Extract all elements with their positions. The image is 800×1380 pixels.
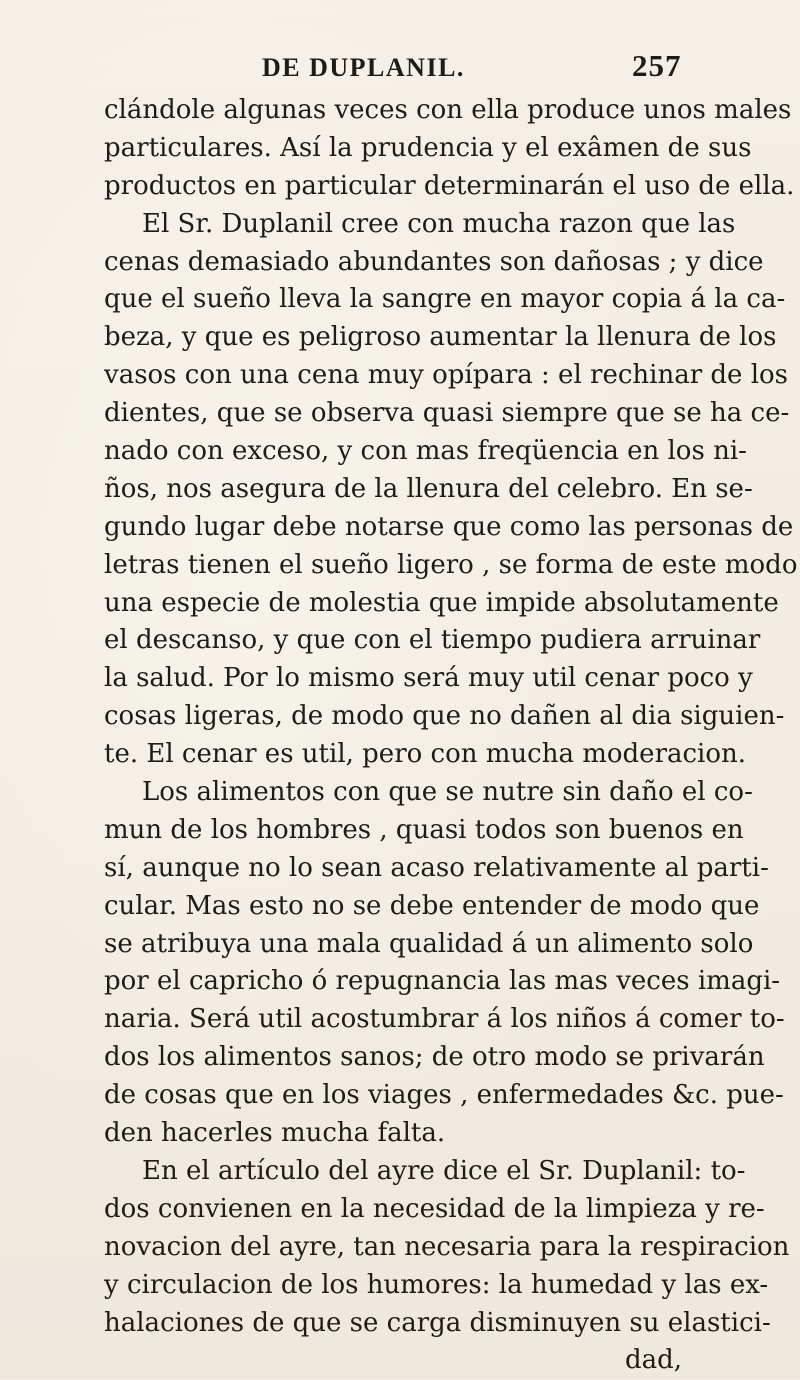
catchword: dad,: [624, 1345, 682, 1376]
text-line: por el capricho ó repugnancia las mas veces imagi-: [104, 966, 781, 997]
text-line: productos en particular determinarán el uso de ella.: [104, 170, 795, 201]
text-line: beza, y que es peligroso aumentar la llenura de los: [104, 322, 777, 353]
text-line: clándole algunas veces con ella produce unos males: [104, 95, 792, 125]
text-line: la salud. Por lo mismo será muy util cenar poco y: [104, 663, 753, 694]
running-head: [0, 48, 800, 88]
text-line: una especie de molestia que impide absolutamente: [104, 587, 779, 618]
running-title: DE DUPLANIL.: [262, 53, 465, 82]
text-line: cenas demasiado abundantes son dañosas ; y dice: [104, 246, 764, 277]
text-line: se atribuya una mala qualidad á un alimento solo: [104, 928, 754, 959]
text-line: nado con exceso, y con mas freqüencia en los ni-: [104, 436, 747, 467]
text-line: naria. Será util acostumbrar á los niños á comer to-: [104, 1004, 785, 1035]
text-line: ños, nos asegura de la llenura del celebro. En se-: [104, 473, 753, 504]
text-line: El Sr. Duplanil cree con mucha razon que las: [142, 208, 736, 239]
text-line: Los alimentos con que se nutre sin daño el co-: [142, 777, 753, 808]
text-line: dos convienen en la necesidad de la limpieza y re-: [104, 1193, 765, 1224]
text-line: y circulacion de los humores: la humedad y las ex-: [104, 1269, 769, 1300]
text-line: halaciones de que se carga disminuyen su elastici-: [104, 1307, 771, 1338]
text-line: novacion del ayre, tan necesaria para la respiracion: [104, 1231, 790, 1262]
text-line: dos los alimentos sanos; de otro modo se privarán: [104, 1042, 765, 1073]
text-line: que el sueño lleva la sangre en mayor copia á la ca-: [104, 284, 786, 315]
text-line: de cosas que en los viages , enfermedades &c. pue-: [104, 1080, 784, 1111]
body-text: [104, 92, 798, 1380]
text-line: gundo lugar debe notarse que como las personas de: [104, 511, 794, 542]
text-line: particulares. Así la prudencia y el exâmen de sus: [104, 132, 752, 163]
text-line: cular. Mas esto no se debe entender de modo que: [104, 890, 760, 921]
text-line: cosas ligeras, de modo que no dañen al dia siguien-: [104, 701, 785, 732]
text-line: den hacerles mucha falta.: [104, 1118, 446, 1149]
text-line: mun de los hombres , quasi todos son buenos en: [104, 814, 744, 845]
text-line: vasos con una cena muy opípara : el rechinar de los: [104, 360, 789, 391]
text-line: En el artículo del ayre dice el Sr. Duplanil: to-: [142, 1155, 746, 1186]
text-line: dientes, que se observa quasi siempre que se ha ce-: [104, 398, 790, 429]
text-line: el descanso, y que con el tiempo pudiera arruinar: [104, 625, 761, 656]
text-line: sí, aunque no lo sean acaso relativamente al parti-: [104, 852, 769, 883]
text-line: te. El cenar es util, pero con mucha moderacion.: [104, 739, 747, 770]
text-line: letras tienen el sueño ligero , se forma de este modo: [104, 549, 798, 580]
page-number: 257: [632, 48, 682, 83]
